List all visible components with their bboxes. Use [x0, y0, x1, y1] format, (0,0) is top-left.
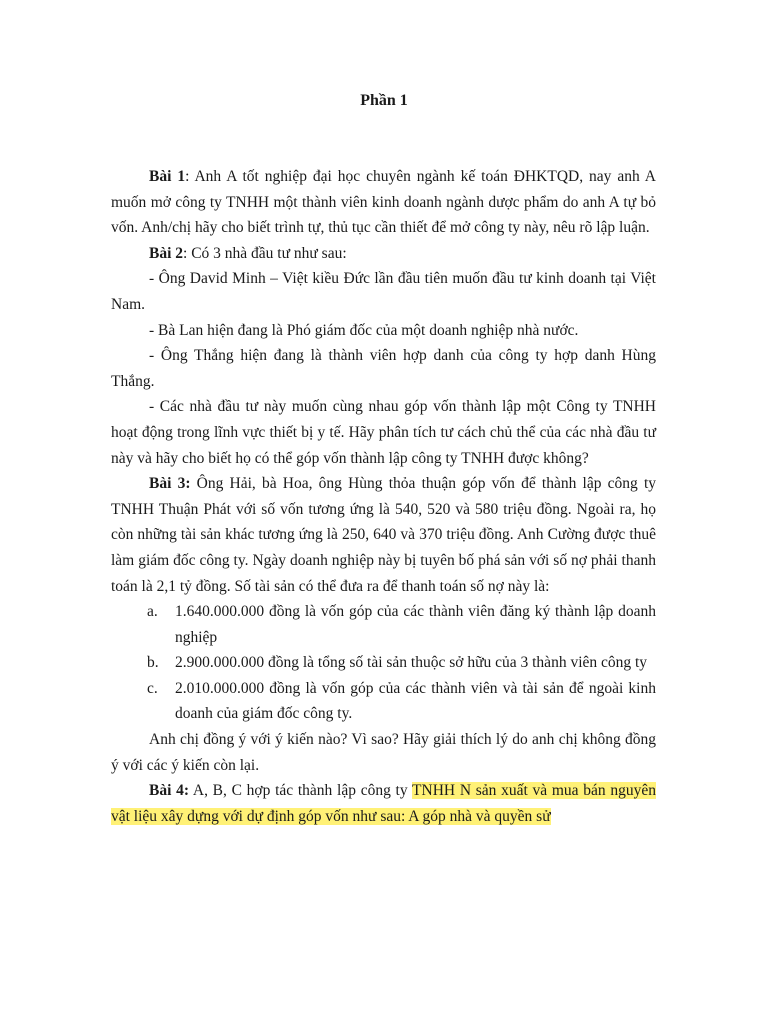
document-body [111, 164, 656, 829]
bai4-highlighted-text: TNHH N sản xuất và mua bán nguyên vật liệu xây dựng với dự định góp vốn như sau: A góp nhà và quyền sử [111, 782, 656, 825]
bai2-item: - Bà Lan hiện đang là Phó giám đốc của một doanh nghiệp nhà nước. [149, 321, 579, 339]
bai4-label: Bài 4: [149, 782, 190, 800]
bai2-intro [111, 241, 656, 267]
option-marker: b. [147, 654, 159, 672]
page-title: Phần 1 [360, 92, 408, 109]
bai1-paragraph [111, 164, 656, 241]
option-marker: a. [147, 603, 158, 621]
bai3-question: Anh chị đồng ý với ý kiến nào? Vì sao? Hãy giải thích lý do anh chị không đồng ý với các ý kiến còn lại. [111, 731, 656, 774]
bai3-option-a [111, 599, 656, 650]
bai2-intro-text: : Có 3 nhà đầu tư như sau: [183, 244, 347, 262]
bai3-option-b [111, 650, 656, 676]
bai2-label: Bài 2 [149, 244, 184, 262]
bai1-text: : Anh A tốt nghiệp đại học chuyên ngành kế toán ĐHKTQD, nay anh A muốn mở công ty TNHH một thành viên kinh doanh ngành dược phẩm do anh A tự bỏ vốn. Anh/chị hãy cho biết trình tự, thủ tục cần thiết để mở công ty này, nêu rõ lập luận. [111, 168, 656, 237]
bai3-text: Ông Hải, bà Hoa, ông Hùng thỏa thuận góp vốn để thành lập công ty TNHH Thuận Phát với số vốn tương ứng là 540, 520 và 580 triệu đồng. Ngoài ra, họ còn những tài sản khác tương ứng là 250, 640 và 370 triệu đồng. Anh Cường được thuê làm giám đốc công ty. Ngày doanh nghiệp này bị tuyên bố phá sản với số nợ phải thanh toán là 2,1 tỷ đồng. Số tài sản có thể đưa ra để thanh toán số nợ này là: [111, 475, 657, 595]
bai3-label: Bài 3: [149, 475, 191, 493]
bai4-text: A, B, C hợp tác thành lập công ty [189, 782, 413, 800]
option-text: 2.010.000.000 đồng là vốn góp của các thành viên và tài sản để ngoài kinh doanh của giám đốc công ty. [175, 679, 656, 723]
bai3-paragraph [111, 471, 656, 599]
option-marker: c. [147, 679, 158, 697]
bai2-item: - Ông Thắng hiện đang là thành viên hợp danh của công ty hợp danh Hùng Thắng. [111, 347, 656, 390]
bai2-item: - Ông David Minh – Việt kiều Đức lần đầu tiên muốn đầu tư kinh doanh tại Việt Nam. [111, 270, 656, 313]
bai1-label: Bài 1 [149, 168, 186, 185]
bai4-paragraph [111, 778, 656, 829]
option-text: 2.900.000.000 đồng là tổng số tài sản thuộc sở hữu của 3 thành viên công ty [175, 654, 648, 672]
option-text: 1.640.000.000 đồng là vốn góp của các thành viên đăng ký thành lập doanh nghiệp [175, 603, 656, 646]
bai2-item: - Các nhà đầu tư này muốn cùng nhau góp vốn thành lập một Công ty TNHH hoạt động trong lĩnh vực thiết bị y tế. Hãy phân tích tư cách chủ thể của các nhà đầu tư này và hãy cho biết họ có thể góp vốn thành lập công ty TNHH được không? [111, 398, 656, 467]
bai3-option-c [111, 676, 656, 727]
